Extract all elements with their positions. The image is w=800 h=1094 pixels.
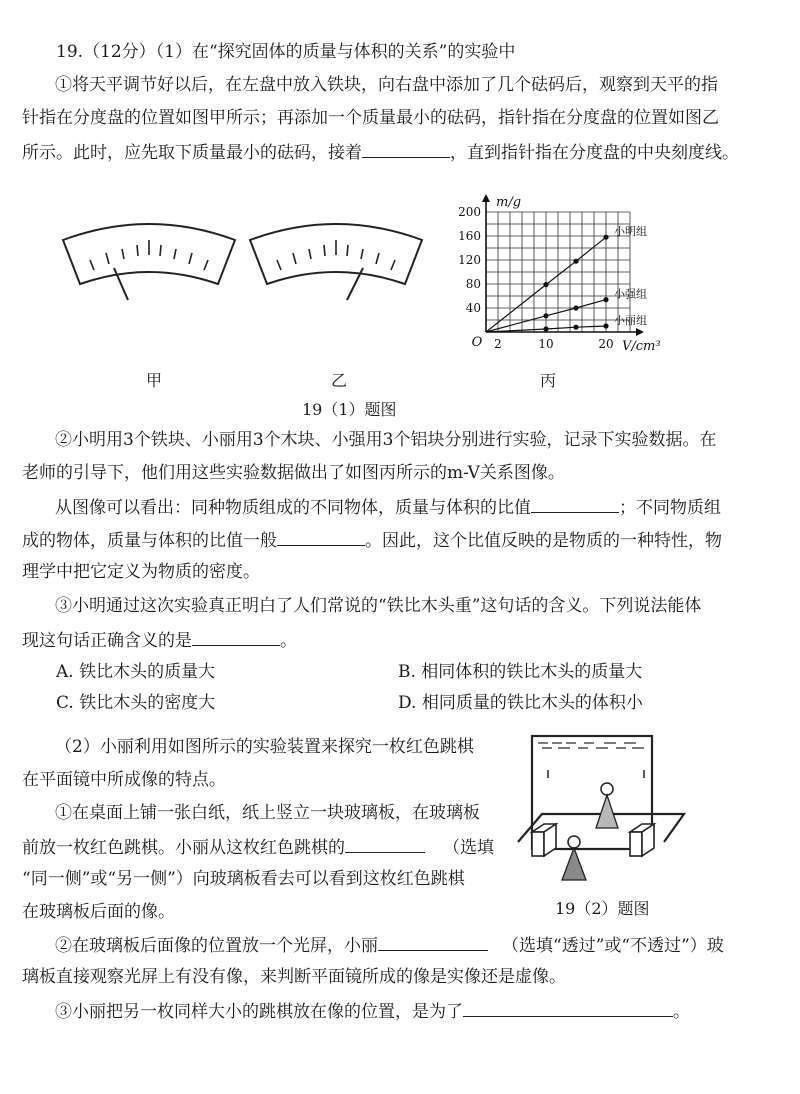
answer-blank-7[interactable]	[463, 998, 673, 1017]
para6-line2	[22, 834, 494, 860]
x-axis-label: V/cm³	[622, 339, 661, 354]
para5-line1: （2）小丽利用如图所示的实验装置来探究一枚红色跳棋	[55, 737, 474, 757]
data-point	[543, 326, 548, 331]
para1-line2: 针指在分度盘的位置如图甲所示；再添加一个质量最小的砝码，指针指在分度盘的位置如图乙	[22, 108, 719, 128]
data-point	[543, 282, 548, 287]
answer-blank-2[interactable]	[531, 494, 619, 513]
para3-line1-text: 从图像可以看出：同种物质组成的不同物体，质量与体积的比值	[55, 498, 531, 518]
para6-line4: 在玻璃板后面的像。	[22, 902, 175, 922]
series-label-1: 小明组	[614, 225, 647, 239]
para1-line1: ①将天平调节好以后，在左盘中放入铁块，向右盘中添加了几个砝码后，观察到天平的指	[55, 75, 718, 95]
data-point	[603, 235, 608, 240]
series-label-3: 小丽组	[614, 314, 647, 327]
mirror-apparatus-figure	[512, 726, 690, 886]
para3-line1-tail: ；不同物质组	[619, 498, 721, 518]
m-v-chart	[448, 180, 680, 360]
para6-line3: “同一侧”或“另一侧”）向玻璃板看去可以看到这枚红色跳棋	[22, 869, 465, 889]
figure2-caption: 19（2）题图	[555, 899, 650, 918]
answer-blank-3[interactable]	[277, 527, 365, 546]
para4-line2-tail: 。	[280, 631, 297, 651]
answer-blank-1[interactable]	[362, 139, 450, 158]
y-axis-arrow	[482, 194, 490, 202]
para3-line3: 理学中把它定义为物质的密度。	[22, 562, 260, 582]
data-point	[573, 305, 578, 310]
data-point	[603, 323, 608, 328]
y-tick-label: 80	[465, 277, 481, 291]
para8-line1-text: ③小丽把另一枚同样大小的跳棋放在像的位置，是为了	[55, 1002, 463, 1022]
data-point	[573, 325, 578, 330]
y-tick-label: 160	[458, 229, 481, 243]
y-tick-label: 120	[458, 253, 481, 267]
para1-line3-text: 所示。此时，应先取下质量最小的砝码，接着	[22, 143, 362, 163]
balance-dial-jia	[58, 212, 240, 312]
data-point	[603, 297, 608, 302]
para3-line1	[55, 494, 721, 520]
para1-line3-tail: ，直到指针指在分度盘的中央刻度线。	[450, 143, 739, 163]
chess-piece-red	[562, 836, 586, 880]
para7-line1	[55, 932, 724, 958]
para3-line2	[22, 527, 722, 553]
y-tick-label: 200	[458, 205, 481, 219]
para3-line2-text: 成的物体，质量与体积的比值一般	[22, 531, 277, 551]
para3-line2-tail: 。因此，这个比值反映的是物质的一种特性，物	[365, 531, 722, 551]
x-tick-label: 10	[538, 337, 554, 351]
para1-line3	[22, 139, 739, 165]
x-axis-arrow	[636, 328, 644, 336]
para7-line1-tail: （选填“透过”或“不透过”）玻	[502, 936, 724, 956]
option-b[interactable]: B. 相同体积的铁比木头的质量大	[398, 662, 643, 682]
para7-line2: 璃板直接观察光屏上有没有像，来判断平面镜所成的像是实像还是虚像。	[22, 967, 566, 987]
answer-blank-6[interactable]	[378, 932, 488, 951]
balance-dial-yi	[245, 212, 427, 312]
answer-blank-4[interactable]	[192, 627, 280, 646]
data-point	[573, 259, 578, 264]
para8-line1-tail: 。	[673, 1002, 690, 1022]
figure-label-yi: 乙	[331, 371, 348, 390]
support-block-right	[630, 824, 654, 856]
para2-line2: 老师的引导下，他们用这些实验数据做出了如图丙所示的m-V关系图像。	[22, 463, 565, 483]
figure-label-bing: 丙	[540, 371, 557, 390]
para4-line2-text: 现这句话正确含义的是	[22, 631, 192, 651]
figure1-caption: 19（1）题图	[302, 400, 397, 419]
para4-line1: ③小明通过这次实验真正明白了人们常说的“铁比木头重”这句话的含义。下列说法能体	[55, 596, 702, 616]
figure-label-jia: 甲	[146, 371, 163, 390]
x-tick-label: 2	[494, 337, 502, 351]
data-point	[543, 313, 548, 318]
chart-grid	[486, 212, 630, 332]
para6-line2-tail: （选填	[443, 838, 494, 858]
para4-line2	[22, 627, 297, 653]
option-c[interactable]: C. 铁比木头的密度大	[56, 693, 216, 713]
chess-piece-image	[596, 783, 618, 828]
para8-line1	[55, 998, 690, 1024]
support-block-left	[532, 824, 556, 856]
answer-blank-5[interactable]	[345, 834, 425, 853]
origin-label: O	[471, 335, 483, 350]
para6-line1: ①在桌面上铺一张白纸，纸上竖立一块玻璃板，在玻璃板	[55, 803, 480, 823]
para7-line1-text: ②在玻璃板后面像的位置放一个光屏，小丽	[55, 936, 378, 956]
question-heading: 19.（12分）（1）在“探究固体的质量与体积的关系”的实验中	[56, 42, 516, 62]
x-tick-label: 20	[598, 337, 614, 351]
para5-line2: 在平面镜中所成像的特点。	[22, 770, 226, 790]
option-a[interactable]: A. 铁比木头的质量大	[56, 662, 216, 682]
option-d[interactable]: D. 相同质量的铁比木头的体积小	[398, 693, 643, 713]
chart-series	[486, 235, 609, 332]
y-axis-label: m/g	[496, 195, 522, 210]
para6-line2-text: 前放一枚红色跳棋。小丽从这枚红色跳棋的	[22, 838, 345, 858]
para2-line1: ②小明用3个铁块、小丽用3个木块、小强用3个铝块分别进行实验，记录下实验数据。在	[55, 430, 717, 450]
series-label-2: 小强组	[614, 287, 647, 301]
y-tick-label: 40	[465, 301, 481, 315]
